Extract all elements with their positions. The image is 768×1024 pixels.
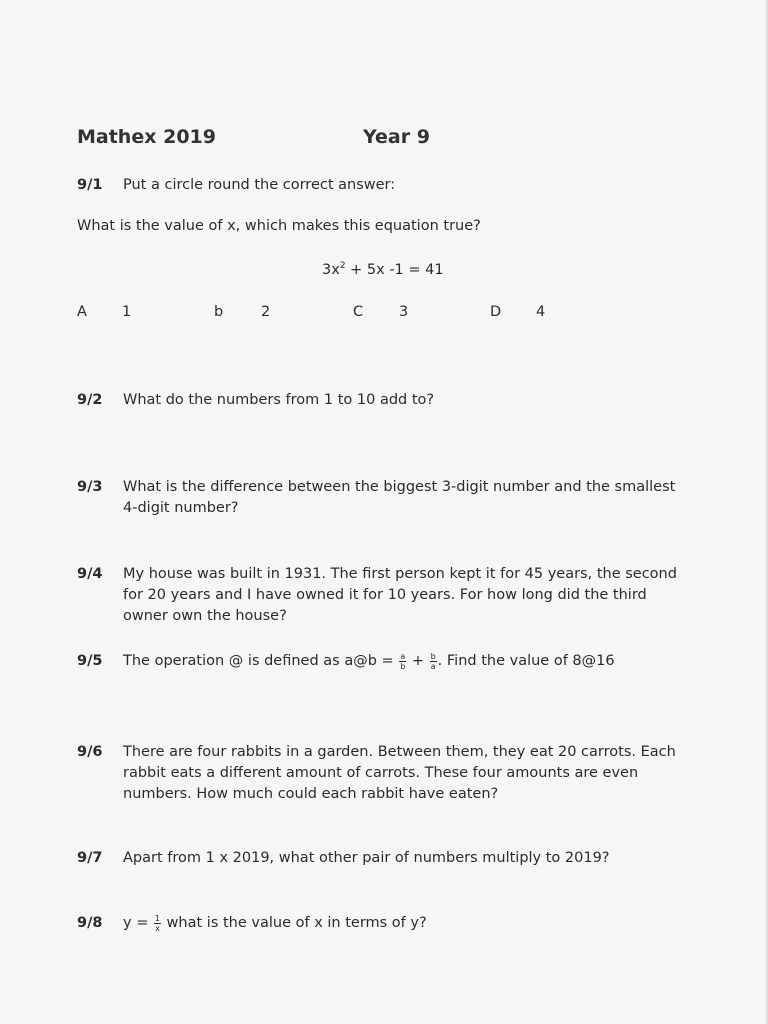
option-letter-b[interactable]: b <box>214 304 224 320</box>
option-value-d[interactable]: 4 <box>536 304 546 320</box>
fraction-one-over-x <box>154 914 161 933</box>
question-line: owner own the house? <box>123 608 287 624</box>
question-text-part: . Find the value of 8@16 <box>437 653 615 669</box>
option-value-b[interactable]: 2 <box>261 304 271 320</box>
question-line: My house was built in 1931. The first person kept it for 45 years, the second <box>123 566 677 582</box>
question-line: numbers. How much could each rabbit have eaten? <box>123 786 499 802</box>
option-letter-c[interactable]: C <box>353 304 364 320</box>
question-text-part: y = <box>123 915 153 931</box>
question-text: What do the numbers from 1 to 10 add to? <box>123 392 435 408</box>
question-number: 9/2 <box>77 392 103 408</box>
worksheet-title: Mathex 2019 <box>77 126 216 148</box>
fraction-numerator: b <box>430 651 436 661</box>
option-value-c[interactable]: 3 <box>399 304 409 320</box>
question-9-1-prompt: What is the value of x, which makes this equation true? <box>77 218 481 234</box>
question-number: 9/8 <box>77 915 103 931</box>
question-number: 9/1 <box>77 177 103 193</box>
question-number: 9/6 <box>77 744 103 760</box>
question-number: 9/7 <box>77 850 103 866</box>
question-line: for 20 years and I have owned it for 10 years. For how long did the third <box>123 587 647 603</box>
plus-sign: + <box>407 653 429 669</box>
question-number: 9/3 <box>77 479 103 495</box>
option-value-a[interactable]: 1 <box>122 304 132 320</box>
question-line: What is the difference between the biggest 3-digit number and the smallest <box>123 479 676 495</box>
question-number: 9/5 <box>77 653 103 669</box>
equation-exponent: 2 <box>339 261 346 271</box>
equation-term: 3x <box>322 261 340 278</box>
option-letter-d[interactable]: D <box>490 304 502 320</box>
fraction-denominator: b <box>400 661 406 671</box>
question-text <box>123 651 683 672</box>
fraction-denominator: x <box>155 923 160 933</box>
question-text <box>123 477 683 519</box>
question-text <box>123 913 683 934</box>
question-line: rabbit eats a different amount of carrots. These four amounts are even <box>123 765 639 781</box>
question-line: 4-digit number? <box>123 500 239 516</box>
fraction-numerator: a <box>400 651 406 661</box>
fraction-numerator: 1 <box>154 913 160 923</box>
question-text-part: The operation @ is defined as a@b = <box>123 653 399 669</box>
fraction-b-over-a <box>430 652 437 671</box>
question-text: Apart from 1 x 2019, what other pair of numbers multiply to 2019? <box>123 850 610 866</box>
question-text <box>123 564 683 627</box>
equation <box>322 261 444 278</box>
option-letter-a[interactable]: A <box>77 304 87 320</box>
fraction-a-over-b <box>399 652 406 671</box>
year-label: Year 9 <box>363 126 430 148</box>
question-text: Put a circle round the correct answer: <box>123 177 396 193</box>
question-text <box>123 742 683 805</box>
fraction-denominator: a <box>430 661 436 671</box>
question-line: There are four rabbits in a garden. Between them, they eat 20 carrots. Each <box>123 744 676 760</box>
equation-rest: + 5x -1 = 41 <box>345 261 444 278</box>
question-number: 9/4 <box>77 566 103 582</box>
question-text-part: what is the value of x in terms of y? <box>161 915 427 931</box>
